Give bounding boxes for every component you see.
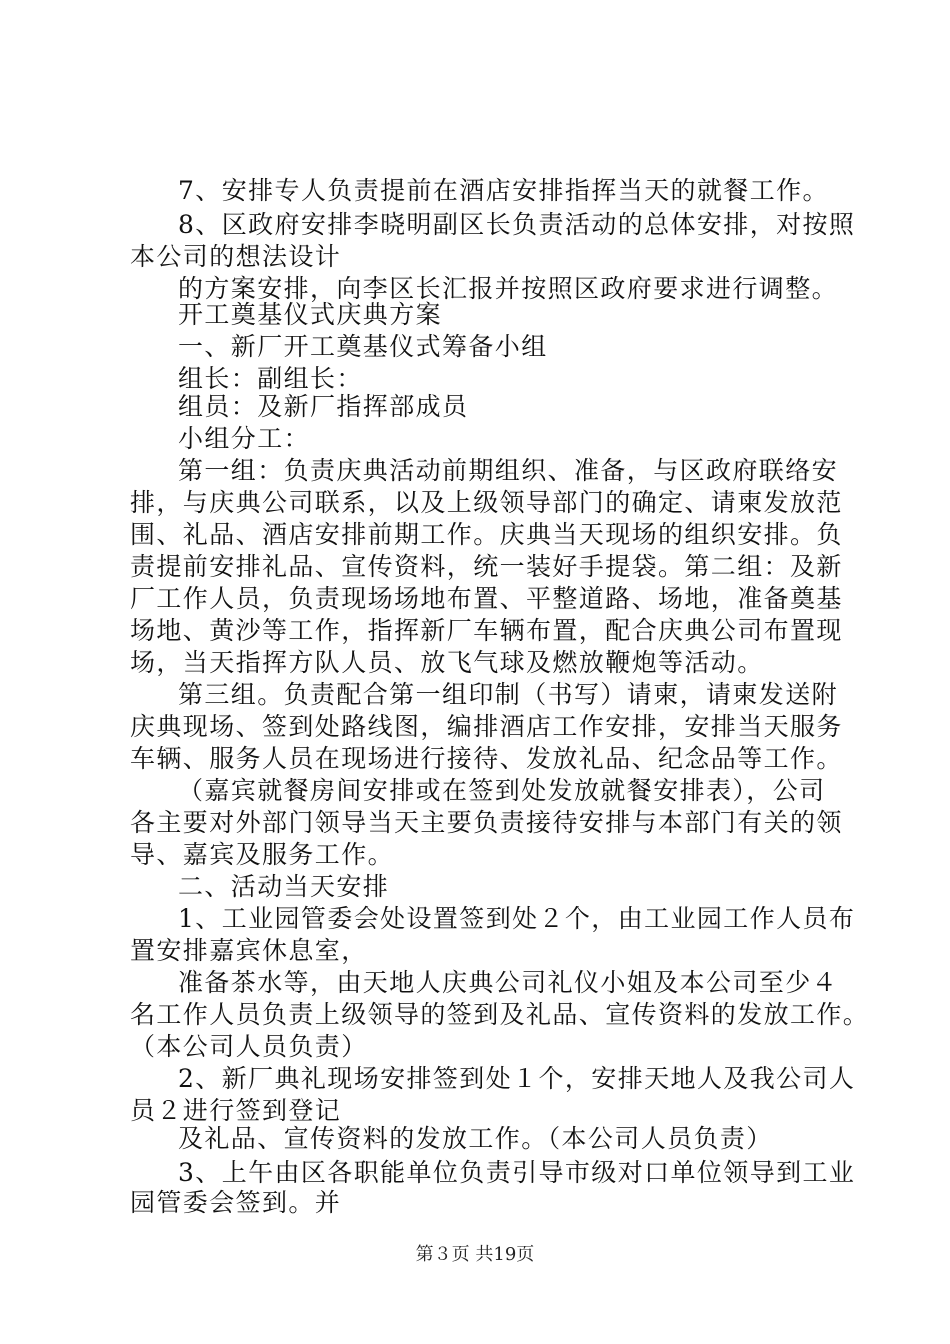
text-line: 场地、黄沙等工作，指挥新厂车辆布置，配合庆典公司布置现 <box>130 616 843 645</box>
text-line: 场，当天指挥方队人员、放飞气球及燃放鞭炮等活动。 <box>130 648 764 677</box>
text-line: 排，与庆典公司联系，以及上级领导部门的确定、请柬发放范 <box>130 488 843 517</box>
section-heading: 二、活动当天安排 <box>178 872 390 901</box>
text-line: 小组分工： <box>178 424 311 453</box>
text-line: 各主要对外部门领导当天主要负责接待安排与本部门有关的领 <box>130 808 843 837</box>
text-line: 及礼品、宣传资料的发放工作。（本公司人员负责） <box>178 1124 773 1153</box>
text-line: 3、上午由区各职能单位负责引导市级对口单位领导到工业 <box>178 1158 856 1187</box>
text-line: 员２进行签到登记 <box>130 1096 342 1125</box>
text-line: 8、区政府安排李晓明副区长负责活动的总体安排，对按照 <box>178 210 856 239</box>
text-line: 导、嘉宾及服务工作。 <box>130 840 395 869</box>
text-line: 第一组：负责庆典活动前期组织、准备，与区政府联络安 <box>178 456 839 485</box>
text-line: 厂工作人员，负责现场场地布置、平整道路、场地，准备奠基 <box>130 584 843 613</box>
text-line: 名工作人员负责上级领导的签到及礼品、宣传资料的发放工作。 <box>130 1000 870 1029</box>
text-line: （嘉宾就餐房间安排或在签到处发放就餐安排表），公司 <box>178 776 826 805</box>
text-line: 责提前安排礼品、宣传资料，统一装好手提袋。第二组：及新 <box>130 552 843 581</box>
section-heading: 一、新厂开工奠基仪式筹备小组 <box>178 332 548 361</box>
text-line: 庆典现场、签到处路线图，编排酒店工作安排，安排当天服务 <box>130 712 843 741</box>
text-line: 第三组。负责配合第一组印制（书写）请柬，请柬发送附 <box>178 680 839 709</box>
text-line: 2、新厂典礼现场安排签到处１个，安排天地人及我公司人 <box>178 1064 856 1093</box>
page-number-footer: 第３页 共19页 <box>415 1244 535 1265</box>
text-line: 本公司的想法设计 <box>130 242 342 271</box>
text-line: 7、安排专人负责提前在酒店安排指挥当天的就餐工作。 <box>178 176 829 205</box>
text-line: （本公司人员负责） <box>130 1032 368 1061</box>
text-line: 园管委会签到。并 <box>130 1188 342 1217</box>
text-line: 的方案安排，向李区长汇报并按照区政府要求进行调整。 <box>178 274 839 303</box>
text-line: 1、工业园管委会处设置签到处２个，由工业园工作人员布 <box>178 904 856 933</box>
text-line: 组员：及新厂指挥部成员 <box>178 392 469 421</box>
text-line: 准备茶水等，由天地人庆典公司礼仪小姐及本公司至少４ <box>178 968 839 997</box>
text-line: 置安排嘉宾休息室， <box>130 936 368 965</box>
text-line: 组长：副组长： <box>178 364 363 393</box>
text-line: 围、礼品、酒店安排前期工作。庆典当天现场的组织安排。负 <box>130 520 843 549</box>
section-heading: 开工奠基仪式庆典方案 <box>178 300 443 329</box>
text-line: 车辆、服务人员在现场进行接待、发放礼品、纪念品等工作。 <box>130 744 843 773</box>
